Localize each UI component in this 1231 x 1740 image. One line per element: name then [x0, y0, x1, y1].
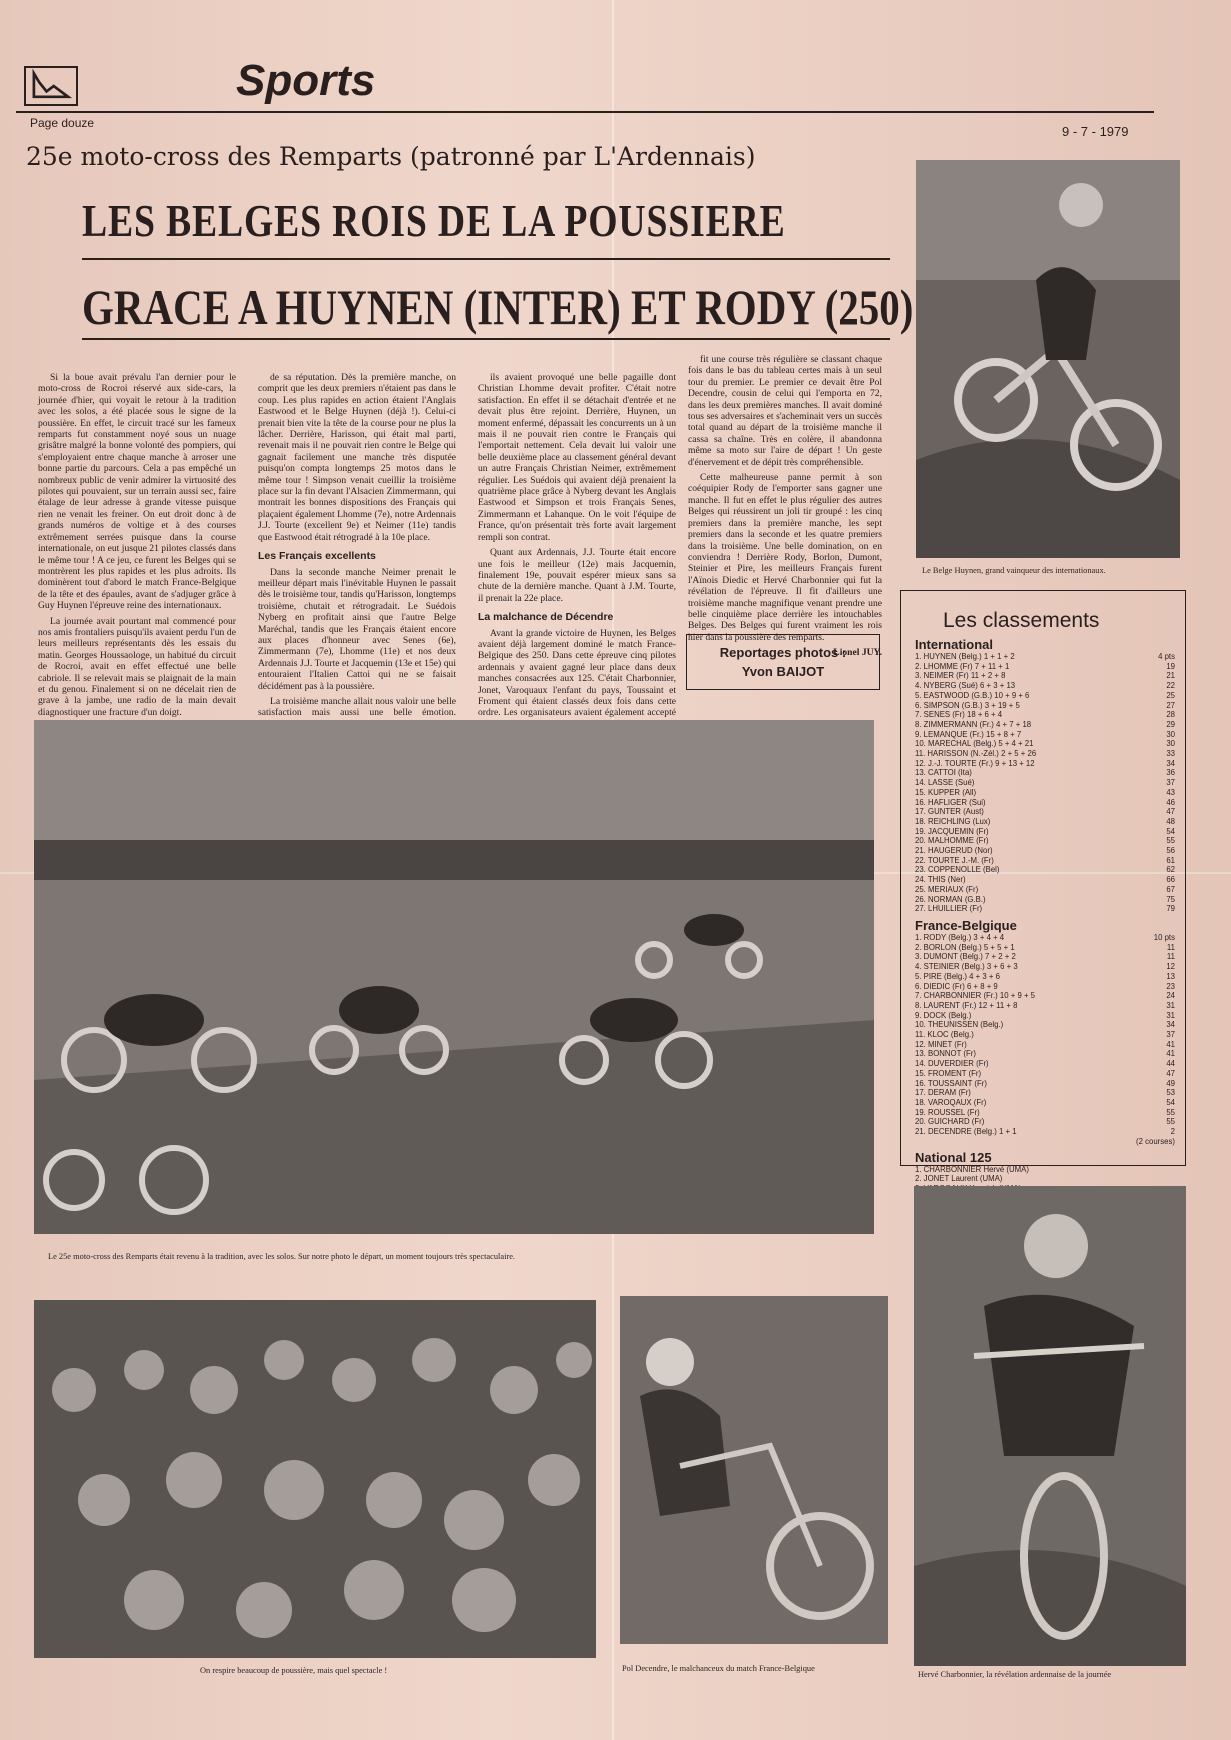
result-entry: 8. LAURENT (Fr.) 12 + 11 + 8	[915, 1000, 1018, 1010]
result-row	[915, 991, 1175, 1001]
result-row	[915, 982, 1175, 992]
result-points: 79	[1166, 904, 1175, 914]
result-points: 21	[1166, 671, 1175, 681]
result-row	[915, 749, 1175, 759]
photo-credit-name: Yvon BAIJOT	[741, 664, 825, 679]
result-row	[915, 1040, 1175, 1050]
result-row	[915, 1069, 1175, 1079]
result-points: 54	[1166, 826, 1175, 836]
result-entry: 26. NORMAN (G.B.)	[915, 894, 986, 904]
result-points: 61	[1166, 855, 1175, 865]
photo-start	[34, 720, 874, 1234]
article-column-2	[258, 372, 456, 719]
result-points: 30	[1166, 729, 1175, 739]
paragraph: La troisième manche allait nous valoir une belle satisfaction mais aussi une belle émotion.	[258, 695, 456, 719]
result-entry: 6. DIEDIC (Fr) 6 + 8 + 9	[915, 981, 998, 991]
results-title: Les classements	[943, 609, 1100, 632]
page-number: Page douze	[30, 116, 95, 130]
result-points: 22	[1166, 681, 1175, 691]
headline-primary: LES BELGES ROIS DE LA POUSSIERE	[82, 195, 786, 246]
result-entry: 19. ROUSSEL (Fr)	[915, 1107, 980, 1117]
result-row	[915, 798, 1175, 808]
result-points: 36	[1166, 768, 1175, 778]
result-entry: 20. GUICHARD (Fr)	[915, 1117, 985, 1127]
result-entry: 5. PIRE (Belg.) 4 + 3 + 6	[915, 971, 1000, 981]
result-row	[915, 846, 1175, 856]
result-entry: 16. HAFLIGER (Sui)	[915, 797, 986, 807]
photo-credit-label: Reportages photos :	[719, 645, 847, 660]
result-row	[915, 1059, 1175, 1069]
result-row	[915, 671, 1175, 681]
result-entry: 4. STEINIER (Belg.) 3 + 6 + 3	[915, 962, 1018, 972]
result-row	[915, 885, 1175, 895]
headline-rule	[82, 338, 890, 340]
result-row	[915, 1098, 1175, 1108]
results-note: (2 courses)	[1136, 1136, 1175, 1146]
result-row	[915, 952, 1175, 962]
result-row	[915, 691, 1175, 701]
result-entry: 21. HAUGERUD (Nor)	[915, 846, 993, 856]
result-entry: 16. TOUSSAINT (Fr)	[915, 1078, 987, 1088]
result-row	[915, 865, 1175, 875]
result-points: 75	[1166, 894, 1175, 904]
photo-crowd	[34, 1300, 596, 1658]
result-entry: 15. FROMENT (Fr)	[915, 1068, 982, 1078]
result-entry: 22. TOURTE J.-M. (Fr)	[915, 855, 994, 865]
result-points: 2	[1170, 1127, 1175, 1137]
result-row	[915, 1127, 1175, 1137]
result-row	[915, 701, 1175, 711]
headline-secondary: GRACE A HUYNEN (INTER) ET RODY (250)	[82, 279, 914, 335]
result-row	[915, 681, 1175, 691]
result-points	[1145, 1174, 1175, 1184]
photo-decendre	[620, 1296, 888, 1644]
result-points: 49	[1166, 1078, 1175, 1088]
category-international: International	[915, 637, 994, 652]
result-row	[915, 943, 1175, 953]
result-row	[915, 778, 1175, 788]
result-row	[915, 904, 1175, 914]
result-row	[915, 827, 1175, 837]
result-entry: 4. NYBERG (Sué) 6 + 3 + 13	[915, 681, 1016, 691]
result-row	[915, 1020, 1175, 1030]
result-entry: 14. DUVERDIER (Fr)	[915, 1059, 989, 1069]
result-points: 54	[1166, 1097, 1175, 1107]
article-kicker: 25e moto-cross des Remparts (patronné par L'Ardennais)	[26, 142, 756, 171]
result-row	[915, 856, 1175, 866]
result-points: 37	[1166, 1030, 1175, 1040]
result-row	[915, 1030, 1175, 1040]
result-points: 24	[1166, 991, 1175, 1001]
result-entry: 10. MARECHAL (Belg.) 5 + 4 + 21	[915, 739, 1034, 749]
category-france-belgique: France-Belgique	[915, 917, 1017, 933]
result-points: 11	[1166, 942, 1175, 952]
result-row	[915, 759, 1175, 769]
result-points: 53	[1166, 1088, 1175, 1098]
result-entry: 10. THEUNISSEN (Belg.)	[915, 1020, 1004, 1030]
result-points: 62	[1166, 865, 1175, 875]
results-box	[900, 590, 1186, 1184]
subheading: Les Français excellents	[258, 550, 376, 563]
result-points: 66	[1166, 875, 1175, 885]
issue-date: 9 - 7 - 1979	[1062, 124, 1129, 139]
result-entry: 2. JONET Laurent (UMA)	[915, 1174, 1003, 1184]
results-international	[915, 652, 1175, 914]
paragraph: Avant la grande victoire de Huynen, les Belges avaient déjà largement dominé le match France-Belgique des 250. Dans cette épreuve cinq pilotes ardennais y avaient gagné leur place dans deux manches consacrées aux 125. C'était Charbonnier, Jonet, Varoquaux l'enfant du pays, Toussaint et Froment qui étaient classés deux fois dans cette ordre. Les organisateurs avaient également accepté	[478, 627, 676, 719]
result-entry: 17. DERAM (Fr)	[915, 1088, 971, 1098]
result-row	[915, 1117, 1175, 1127]
result-row	[915, 730, 1175, 740]
paragraph: Dans la seconde manche Neimer prenait le meilleur départ mais l'inévitable Huynen le passait dès le troisième tour, tandis qu'Harisson, longtemps troisième, chutait et rétrogradait. Le Suédois Nyberg en profitait ainsi que l'autre Belge Maréchal, tandis que les Français étaient encore aux places d'honneur avec Senes (6e), Zimmermann (7e), Lhomme (11e) et nos deux Ardennais J.J. Tourte et Jacquemin (13e et 15e) qui entouraient l'Italien Cattoi qui ne se faisait décidément pas à la poussière.	[258, 566, 456, 692]
result-points	[1145, 1165, 1175, 1175]
result-entry: 1. RODY (Belg.) 3 + 4 + 4	[915, 932, 1005, 942]
result-points: 55	[1166, 1117, 1175, 1127]
result-points: 27	[1166, 700, 1175, 710]
result-points: 10 pts	[1153, 932, 1175, 942]
result-row	[915, 972, 1175, 982]
photo-credit-box	[686, 634, 880, 690]
result-entry: 19. JACQUEMIN (Fr)	[915, 826, 989, 836]
result-entry: 2. LHOMME (Fr) 7 + 11 + 1	[915, 661, 1010, 671]
result-entry: 18. REICHLING (Lux)	[915, 816, 991, 826]
result-entry: 11. HARISSON (N.-Zél.) 2 + 5 + 26	[915, 749, 1037, 759]
result-points: 43	[1166, 787, 1175, 797]
result-row	[915, 1108, 1175, 1118]
result-points: 29	[1166, 719, 1175, 729]
result-row	[915, 652, 1175, 662]
result-entry: 24. THIS (Ner)	[915, 875, 966, 885]
result-row	[915, 739, 1175, 749]
result-entry: 12. MINET (Fr)	[915, 1039, 967, 1049]
result-row	[915, 1001, 1175, 1011]
result-points: 30	[1166, 739, 1175, 749]
result-points: 46	[1166, 797, 1175, 807]
paragraph: ils avaient provoqué une belle pagaille dont Christian Lhomme devait profiter. C'était notre satisfaction. En effet il se détachait d'entrée et ne devait plus être rejoint. Derrière, Huynen, un moment enfermé, dépassait les concurrents un à un mais il ne pouvait rien contre le Français qui l'emportait nettement. Cela devait lui valoir une belle deuxième place au classement général devant un autre Français Christian Neimer, extrêmement régulier. Les Suédois qui avaient déjà prenaient la quatrième place grâce à Nyberg devant les Anglais Eastwood et Simpson et trois Français Senes, Zimmermann et Lahanque. On le voit l'équipe de France, qu'on présentait très forte avait largement rempli son contrat.	[478, 372, 676, 543]
result-entry: 17. GUNTER (Aust)	[915, 807, 984, 817]
result-entry: 2. BORLON (Belg.) 5 + 5 + 1	[915, 942, 1015, 952]
result-points: 12	[1166, 962, 1175, 972]
result-points: 47	[1166, 807, 1175, 817]
result-entry: 11. KLOC (Belg.)	[915, 1030, 974, 1040]
result-points: 56	[1166, 846, 1175, 856]
result-entry: 9. DOCK (Belg.)	[915, 1010, 972, 1020]
result-points: 48	[1166, 816, 1175, 826]
result-points: 28	[1166, 710, 1175, 720]
result-row	[915, 836, 1175, 846]
paragraph: de sa réputation. Dès la première manche, on comprit que les deux premiers n'étaient pas dans le coup. Les plus rapides en action étaient l'Anglais Eastwood et le Belge Huynen (déjà !). Celui-ci prenait bien vite la tête de la course pour ne plus la lâcher. Derrière, Harisson, qui était mal parti, revenait mais il ne pouvait rien contre le Belge qui gagnait facilement une manche très disputée puisqu'on compta longtemps 25 motos dans le même tour ! Simpson venait cueillir la troisième place sur la fin devant l'Alsacien Zimmermann, qui montrait les bonnes dispositions des Français qui plaçaient également Lhomme (7e), notre Ardennais J.J. Tourte (excellent 9e) et Neimer (11e) tandis que Eastwood était rétrogradé à la 10e place.	[258, 372, 456, 543]
article-column-1	[38, 372, 236, 718]
result-entry: 21. DECENDRE (Belg.) 1 + 1	[915, 1127, 1017, 1137]
result-points: 25	[1166, 690, 1175, 700]
result-entry: 15. KUPPER (All)	[915, 787, 977, 797]
result-row	[915, 817, 1175, 827]
result-points: 23	[1166, 981, 1175, 991]
result-points: 19	[1166, 661, 1175, 671]
paragraph: Si la boue avait prévalu l'an dernier pour le moto-cross de Rocroi réservé aux side-cars, la journée d'hier, qui voyait le retour à la tradition avec les solos, a été placée sous le signe de la poussière. En effet, le circuit tracé sur les fameux remparts fut constamment noyé sous un nuage grisâtre malgré la bonne volonté des pompiers, qui s'employaient entre chaque manche à arroser une bonne partie du parcours. Cela a pas empêché un nombreux public de venir admirer la virtuosité des pilotes qui pouvaient, sur un terrain aussi sec, faire étalage de leur adresse à grande vitesse puisque rien ne venait les freiner. On eut droit donc à de grands numéros de voltige et à des courses extrêmement serrées puisque dans la course internationale, on eut jusque 21 pilotes classés dans le même tour ! A ce jeu, ce furent les Belges qui se montrèrent les plus rapides et les plus adroits. Ils dominèrent tout d'abord le match France-Belgique de la tête et des épaules, avant de s'adjuger grâce à Guy Huynen l'épreuve reine des internationaux.	[38, 372, 236, 612]
result-row	[915, 1088, 1175, 1098]
result-points: 41	[1166, 1039, 1175, 1049]
result-row	[915, 788, 1175, 798]
result-entry: 12. J.-J. TOURTE (Fr.) 9 + 13 + 12	[915, 758, 1035, 768]
section-title: Sports	[236, 56, 376, 105]
result-entry: 27. LHUILLIER (Fr)	[915, 904, 983, 914]
result-points: 4 pts	[1158, 652, 1175, 661]
result-points: 37	[1166, 778, 1175, 788]
result-entry: 9. LEMANQUE (Fr.) 15 + 8 + 7	[915, 729, 1022, 739]
result-row	[915, 1011, 1175, 1021]
result-entry: 18. VAROQAUX (Fr)	[915, 1097, 987, 1107]
result-row	[915, 1165, 1175, 1175]
result-entry: 13. BONNOT (Fr)	[915, 1049, 976, 1059]
result-row	[915, 768, 1175, 778]
results-france-belgique	[915, 933, 1175, 1137]
header-rule	[16, 111, 1154, 113]
result-entry: 1. CHARBONNIER Hervé (UMA)	[915, 1164, 1029, 1174]
caption-decendre: Pol Decendre, le malchanceux du match France-Belgique	[622, 1664, 815, 1673]
result-entry: 25. MERIAUX (Fr)	[915, 884, 979, 894]
result-points: 55	[1166, 836, 1175, 846]
paragraph: La journée avait pourtant mal commencé pour nos amis frontaliers puisqu'ils avaient perdu l'un de leurs meilleurs représentants dès les essais du matin. Georges Houssaologe, un habitué du circuit de Rocroi, avait en effet effectué une belle cabriole. Il se relevait mais se plaignait de la main et du genou. Finalement si on ne décelait rien de grave à la jambe, une radio de la main devait diagnostiquer une fracture d'un doigt.	[38, 615, 236, 718]
result-entry: 1. HUYNEN (Belg.) 1 + 1 + 2	[915, 652, 1015, 661]
result-points: 33	[1166, 749, 1175, 759]
caption-huynen: Le Belge Huynen, grand vainqueur des internationaux.	[922, 566, 1106, 575]
result-entry: 20. MALHOMME (Fr)	[915, 836, 989, 846]
result-entry: 7. CHARBONNIER (Fr.) 10 + 9 + 5	[915, 991, 1036, 1001]
caption-crowd: On respire beaucoup de poussière, mais quel spectacle !	[200, 1666, 388, 1675]
result-points: 41	[1166, 1049, 1175, 1059]
result-entry: 8. ZIMMERMANN (Fr.) 4 + 7 + 18	[915, 719, 1032, 729]
result-points: 11	[1166, 952, 1175, 962]
result-entry: 3. NEIMER (Fr) 11 + 2 + 8	[915, 671, 1006, 681]
result-row	[915, 933, 1175, 943]
result-points: 31	[1166, 1000, 1175, 1010]
result-row	[915, 1079, 1175, 1089]
result-row	[915, 962, 1175, 972]
result-row	[915, 807, 1175, 817]
category-national-125: National 125	[915, 1149, 992, 1165]
result-row	[915, 662, 1175, 672]
result-row	[915, 895, 1175, 905]
result-entry: 14. LASSE (Sué)	[915, 778, 975, 788]
paragraph: Cette malheureuse panne permit à son coéquipier Rody de l'emporter sans gagner une manche. Il fut en effet le plus régulier des autres Belges qui réussirent un joli tir groupé : les cinq premiers dans la première manche, les sept premiers dans la seconde et les quatre premiers dans la troisième. Une belle domination, on en conviendra ! Derrière Rody, Borlon, Dumont, Steinier et Pire, les meilleurs Français furent l'Aïnois Diedic et Hervé Charbonnier qui fut la révélation de l'épreuve. Il fit d'ailleurs une troisième manche magnifique venant prendre une belle cinquième place derrière les intouchables Belges. Des Belges qui furent vraiment les rois hier dans la poussière des remparts.	[688, 472, 882, 643]
result-entry: 6. SIMPSON (G.B.) 3 + 19 + 5	[915, 700, 1020, 710]
paragraph: Quant aux Ardennais, J.J. Tourte était encore une fois le meilleur (12e) mais Jacquemin, finalement 19e, pouvait espérer mieux sans sa chute de la dernière manche. Quant à J.M. Tourte, il prenait la 22e place.	[478, 547, 676, 604]
result-entry: 23. COPPENOLLE (Bel)	[915, 865, 1000, 875]
caption-charbonnier: Hervé Charbonnier, la révélation ardennaise de la journée	[918, 1670, 1112, 1679]
result-row	[915, 720, 1175, 730]
article-column-3	[478, 372, 676, 719]
result-entry: 13. CATTOI (Ita)	[915, 768, 972, 778]
result-points: 13	[1166, 971, 1175, 981]
author-signature: Lionel JUY.	[833, 647, 882, 659]
headline-rule	[82, 258, 890, 260]
photo-charbonnier	[914, 1186, 1186, 1666]
result-entry: 5. EASTWOOD (G.B.) 10 + 9 + 6	[915, 690, 1030, 700]
result-points: 67	[1166, 884, 1175, 894]
result-entry: 7. SENES (Fr) 18 + 6 + 4	[915, 710, 1003, 720]
paragraph: fit une course très régulière se classant chaque fois dans le bas du tableau certes mais à un seul tour du premier. Le premier ce devait être Pol Decendre, cousin de celui qui l'emporta en 72, dans les deux premières manches. Il avait dominé tous ses adversaires et s'acheminait vers un succès total quand au départ de la troisième manche il cassa sa chaîne. Très en colère, il abandonna même sa moto sur l'aire de départ ! Un geste d'énervement et de dépit très compréhensible.	[688, 354, 882, 468]
result-row	[915, 875, 1175, 885]
result-points: 44	[1166, 1059, 1175, 1069]
result-row	[915, 1049, 1175, 1059]
subheading: La malchance de Décendre	[478, 611, 614, 624]
photo-huynen	[916, 160, 1180, 558]
result-entry: 3. DUMONT (Belg.) 7 + 2 + 2	[915, 952, 1016, 962]
result-points: 31	[1166, 1010, 1175, 1020]
caption-start: Le 25e moto-cross des Remparts était revenu à la tradition, avec les solos. Sur notre photo le départ, un moment toujours très spectaculaire.	[48, 1252, 516, 1261]
result-points: 34	[1166, 758, 1175, 768]
result-row	[915, 710, 1175, 720]
result-points: 47	[1166, 1068, 1175, 1078]
result-points: 55	[1166, 1107, 1175, 1117]
result-points: 34	[1166, 1020, 1175, 1030]
newspaper-logo	[24, 66, 78, 106]
result-row	[915, 1174, 1175, 1184]
